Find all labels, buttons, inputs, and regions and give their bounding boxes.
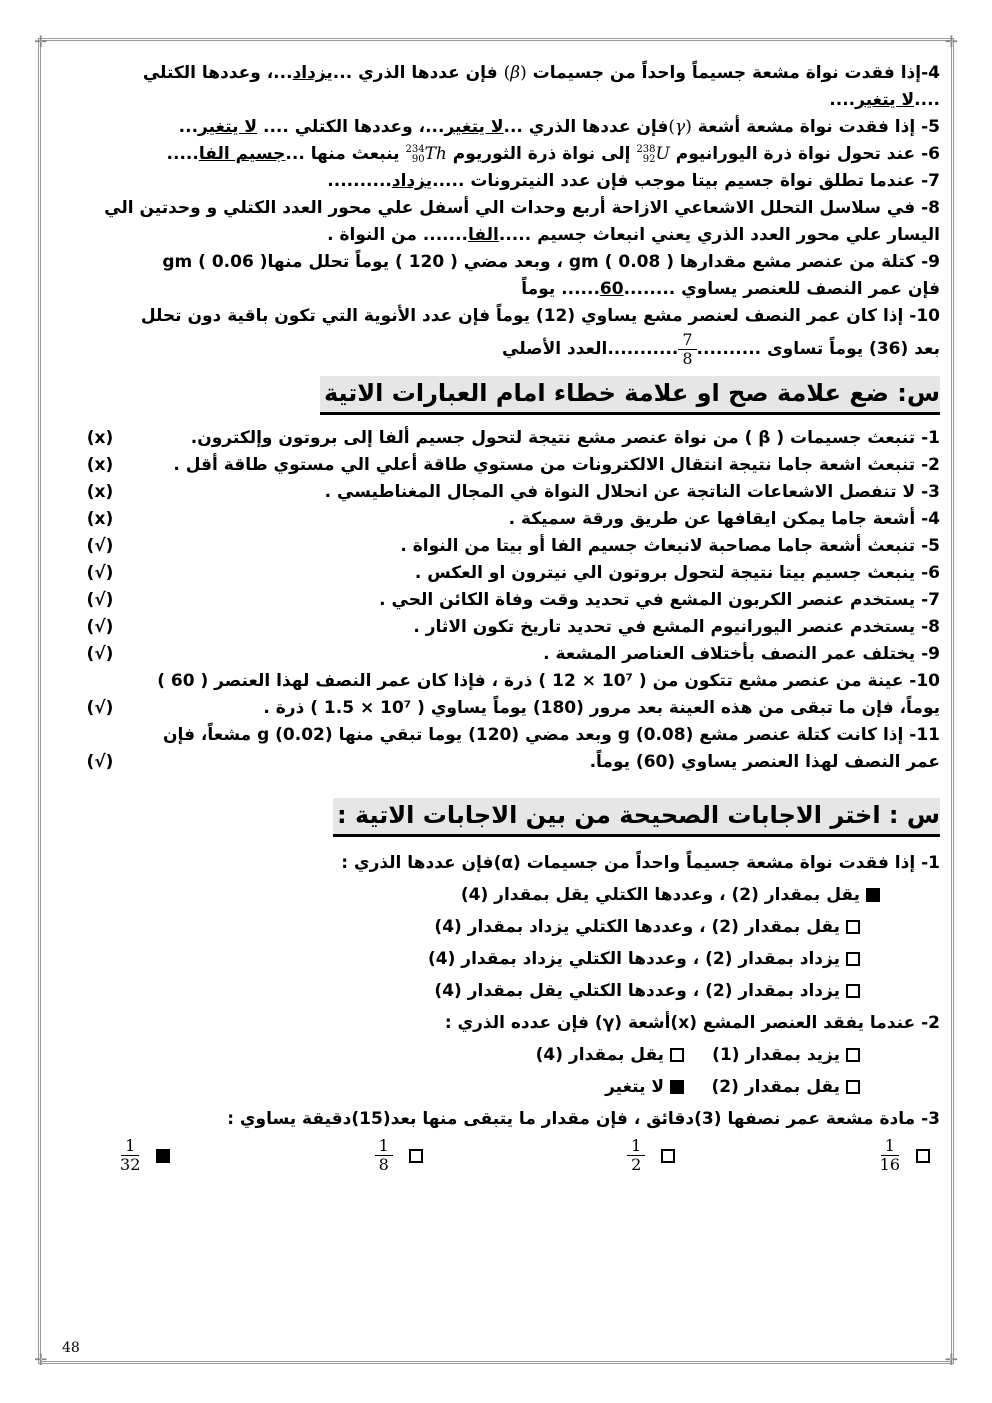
corner-ornament: ✛ xyxy=(34,32,48,51)
fraction-denominator: 16 xyxy=(879,1155,900,1174)
section-title-true-false: س: ضع علامة صح او علامة خطاء امام العبارات الاتية xyxy=(320,376,940,415)
mc-q3-stem: 3- مادة مشعة عمر نصفها (3)دقائق ، فإن مقدار ما يتبقى منها بعد(15)دقيقة يساوي : xyxy=(227,1109,940,1129)
option-fraction xyxy=(627,1137,645,1174)
q6-dots: ..... xyxy=(166,144,199,164)
tf-statement: 3- لا تنفصل الاشعاعات الناتجة عن انحلال النواة في المجال المغناطيسي . xyxy=(324,482,940,502)
tf-item xyxy=(80,614,940,641)
mc-option[interactable] xyxy=(80,911,940,943)
tf-item xyxy=(80,425,940,452)
q4-dots-end: .... xyxy=(829,90,856,110)
mc-option[interactable] xyxy=(690,1071,860,1103)
tf-item xyxy=(80,587,940,614)
mc-q2 xyxy=(80,1007,940,1103)
fraction-numerator: 1 xyxy=(881,1137,899,1156)
mc-option[interactable] xyxy=(605,1071,684,1103)
q4-answer-2: لا يتغير xyxy=(855,90,915,110)
q4-text-mid: فإن عددها الذري ... xyxy=(332,63,498,83)
fraction-numerator: 7 xyxy=(678,331,696,350)
q9-line1: 9- كتلة من عنصر مشع مقدارها gm ( 0.08 ) ، وبعد مضي ( 120 ) يوماً تحلل منهاgm ( 0.06 ) xyxy=(162,252,940,272)
q6-text: 6- عند تحول نواة ذرة اليورانيوم xyxy=(675,144,940,164)
checkbox[interactable] xyxy=(846,984,860,998)
q10-line1: 10- إذا كان عمر النصف لعنصر مشع يساوي (12) يوماً فإن عدد الأنوية التي تكون باقية دون تحلل xyxy=(140,306,940,326)
tf-mark: (√) xyxy=(86,644,114,664)
q6-answer: جسيم الفا xyxy=(198,144,286,164)
q6-text-mid2: ينبعث منها ... xyxy=(285,144,400,164)
tf-mark: (x) xyxy=(86,428,114,448)
fill-q4: 4-إذا فقدت نواة مشعة جسيماً واحداً من جسيمات (β) فإن عددها الذري ...يزداد...، وعددها الكتلي ....لا يتغير.... xyxy=(142,63,940,110)
true-false-list xyxy=(80,425,940,776)
q7-dots: .......... xyxy=(327,171,392,191)
fraction-denominator: 8 xyxy=(682,348,693,368)
tf-mark: (√) xyxy=(86,752,114,772)
q7-text: 7- عندما تطلق نواة جسيم بيتا موجب فإن عدد النيترونات ..... xyxy=(432,171,940,191)
mc-option[interactable] xyxy=(375,1137,423,1174)
checkbox[interactable] xyxy=(846,1080,860,1094)
q8-line1: 8- في سلاسل التحلل الاشعاعي الازاحة أربع وحدات الي أسفل علي محور العدد الكتلي و وحدتين الي xyxy=(104,198,940,218)
fraction-numerator: 1 xyxy=(627,1137,645,1156)
mc-option[interactable] xyxy=(80,943,940,975)
checkbox[interactable] xyxy=(846,920,860,934)
mc-option[interactable] xyxy=(120,1137,170,1174)
option-label: لا يتغير xyxy=(605,1077,665,1097)
mc-option[interactable] xyxy=(880,1137,930,1174)
tf-mark: (√) xyxy=(86,536,114,556)
tf-statement: 9- يختلف عمر النصف بأختلاف العناصر المشعة . xyxy=(543,644,940,664)
tf-statement: 5- تنبعث أشعة جاما مصاحبة لانبعاث جسيم الفا أو بيتا من النواة . xyxy=(400,536,940,556)
mc-option[interactable] xyxy=(690,1039,860,1071)
thorium-symbol: Th xyxy=(424,144,447,164)
corner-ornament: ✛ xyxy=(944,1350,958,1369)
beta-symbol: β xyxy=(510,63,521,83)
checkbox[interactable] xyxy=(670,1048,684,1062)
checkbox[interactable] xyxy=(661,1149,675,1163)
q8-answer: الفا xyxy=(468,225,499,245)
uranium-symbol: U xyxy=(655,144,670,164)
thorium-nuclide xyxy=(405,141,446,168)
fraction-denominator: 8 xyxy=(378,1155,389,1174)
checkbox[interactable] xyxy=(916,1149,930,1163)
mc-option[interactable] xyxy=(80,879,940,911)
tf-item xyxy=(80,560,940,587)
mc-q3-options xyxy=(80,1137,940,1174)
q10-fraction xyxy=(678,331,696,368)
option-fraction xyxy=(120,1137,140,1174)
tf-statement: 8- يستخدم عنصر اليورانيوم المشع في تحديد تاريخ تكون الاثار . xyxy=(413,617,940,637)
tf-statement: يوماً، فإن ما تبقى من هذه العينة بعد مرور (180) يوماً يساوي ( 10⁷ × 1.5 ) ذرة . xyxy=(263,698,940,718)
option-label: يقل بمقدار (2) ، وعددها الكتلي يزداد بمقدار (4) xyxy=(434,917,840,937)
mc-q2-stem: 2- عندما يفقد العنصر المشع (x)أشعة (γ) فإن عدده الذري : xyxy=(444,1013,940,1033)
tf-mark: (x) xyxy=(86,482,114,502)
option-label: يقل بمقدار (4) xyxy=(535,1045,665,1065)
q5-answer-2: لا يتغير xyxy=(198,117,258,137)
q5-answer-1: لا يتغير xyxy=(444,117,504,137)
fraction-denominator: 32 xyxy=(120,1155,141,1174)
mc-q1 xyxy=(80,847,940,1007)
tf-mark: (√) xyxy=(86,563,114,583)
mc-option[interactable] xyxy=(80,975,940,1007)
fill-q7 xyxy=(80,168,940,195)
fraction-denominator: 2 xyxy=(631,1155,642,1174)
checkbox-checked[interactable] xyxy=(156,1149,170,1163)
fraction-numerator: 1 xyxy=(121,1137,139,1156)
tf-item-11 xyxy=(80,722,940,776)
tf-item xyxy=(80,506,940,533)
tf-statement: 10- عينة من عنصر مشع تتكون من ( 10⁷ × 12 ) ذرة ، فإذا كان عمر النصف لهذا العنصر ( 60 ) xyxy=(157,671,940,691)
mc-q1-stem: 1- إذا فقدت نواة مشعة جسيماً واحداً من جسيمات (α)فإن عددها الذري : xyxy=(341,853,940,873)
tf-item xyxy=(80,641,940,668)
mc-option[interactable] xyxy=(536,1039,684,1071)
q9-answer: 60 xyxy=(599,279,624,299)
tf-mark: (√) xyxy=(86,698,114,718)
uranium-atomic-number: 92 xyxy=(642,153,656,165)
option-fraction xyxy=(375,1137,393,1174)
tf-statement: 1- تنبعث جسيمات ( β ) من نواة عنصر مشع نتيجة لتحول جسيم ألفا إلى بروتون وإلكترون. xyxy=(190,428,940,448)
q10-text: بعد (36) يوماً تساوى .......... xyxy=(696,339,940,359)
checkbox-checked[interactable] xyxy=(670,1080,684,1094)
fill-q9 xyxy=(80,249,940,303)
tf-statement: 2- تنبعث اشعة جاما نتيجة انتقال الالكترونات من مستوي طاقة أعلي الي مستوي طاقة أقل . xyxy=(173,455,940,475)
q9-text: فإن عمر النصف للعنصر يساوي ........ xyxy=(623,279,940,299)
tf-item xyxy=(80,452,940,479)
option-fraction xyxy=(880,1137,900,1174)
fill-q6 xyxy=(80,141,940,168)
fill-q10 xyxy=(80,303,940,368)
q7-answer: يزداد xyxy=(391,171,433,191)
thorium-atomic-number: 90 xyxy=(411,153,425,165)
tf-item xyxy=(80,479,940,506)
tf-statement: 7- يستخدم عنصر الكربون المشع في تحديد وقت وفاة الكائن الحي . xyxy=(379,590,940,610)
uranium-mass-number: 238 xyxy=(636,143,656,155)
q9-text-end: ...... يوماً xyxy=(521,279,600,299)
worksheet-page xyxy=(80,60,940,1174)
uranium-nuclide xyxy=(636,141,669,168)
tf-item-10 xyxy=(80,668,940,722)
option-label: يزداد بمقدار (2) ، وعددها الكتلي يقل بمقدار (4) xyxy=(434,981,840,1001)
corner-ornament: ✛ xyxy=(944,32,958,51)
option-label: يقل بمقدار (2) xyxy=(711,1077,840,1097)
tf-statement: 11- إذا كانت كتلة عنصر مشع g (0.08) وبعد مضي (120) يوما تبقي منها g (0.02) مشعاً، فإن xyxy=(162,725,940,745)
checkbox[interactable] xyxy=(409,1149,423,1163)
q4-answer-1: يزداد xyxy=(292,63,333,83)
fill-q5: 5- إذا فقدت نواة مشعة أشعة (γ)فإن عددها الذري ...لا يتغير...، وعددها الكتلي .... لا يتغير... xyxy=(178,117,940,137)
corner-ornament: ✛ xyxy=(34,1350,48,1369)
tf-mark: (x) xyxy=(86,509,114,529)
tf-statement: عمر النصف لهذا العنصر يساوي (60) يوماً. xyxy=(589,752,940,772)
thorium-mass-number: 234 xyxy=(405,143,425,155)
q4-text: 4-إذا فقدت نواة مشعة جسيماً واحداً من جسيمات xyxy=(532,63,940,83)
q5-text-mid: فإن عددها الذري ... xyxy=(503,117,669,137)
fill-q8 xyxy=(80,195,940,249)
q6-text-mid: إلى نواة ذرة الثوريوم xyxy=(452,144,631,164)
q5-text: 5- إذا فقدت نواة مشعة أشعة xyxy=(697,117,940,137)
section-title-multiple-choice: س : اختر الاجابات الصحيحة من بين الاجابات الاتية : xyxy=(333,798,940,837)
q10-text-end: ...........العدد الأصلي xyxy=(502,339,679,359)
tf-statement: 6- ينبعث جسيم بيتا نتيجة لتحول بروتون الي نيترون او العكس . xyxy=(414,563,940,583)
option-label: يزداد بمقدار (2) ، وعددها الكتلي يزداد بمقدار (4) xyxy=(427,949,840,969)
tf-item xyxy=(80,533,940,560)
tf-mark: (√) xyxy=(86,590,114,610)
page-number: 48 xyxy=(62,1340,80,1356)
checkbox[interactable] xyxy=(846,1048,860,1062)
tf-mark: (x) xyxy=(86,455,114,475)
mc-option[interactable] xyxy=(627,1137,675,1174)
gamma-symbol: γ xyxy=(675,117,686,137)
checkbox[interactable] xyxy=(846,952,860,966)
option-label: يزيد بمقدار (1) xyxy=(712,1045,840,1065)
fraction-numerator: 1 xyxy=(375,1137,393,1156)
tf-mark: (√) xyxy=(86,617,114,637)
checkbox-checked[interactable] xyxy=(866,888,880,902)
q5-dots: ... xyxy=(178,117,199,137)
q4-dots: .... xyxy=(914,90,940,110)
q8-text-end: ....... من النواة . xyxy=(327,225,469,245)
option-label: يقل بمقدار (2) ، وعددها الكتلي يقل بمقدار (4) xyxy=(460,885,860,905)
q8-text: اليسار علي محور العدد الذري يعني انبعاث جسيم ..... xyxy=(498,225,940,245)
q5-text-mid2: ...، وعددها الكتلي .... xyxy=(257,117,445,137)
q4-text-mid2: ...، وعددها الكتلي xyxy=(142,63,293,83)
tf-statement: 4- أشعة جاما يمكن ايقافها عن طريق ورقة سميكة . xyxy=(508,509,940,529)
mc-q3 xyxy=(80,1103,940,1174)
